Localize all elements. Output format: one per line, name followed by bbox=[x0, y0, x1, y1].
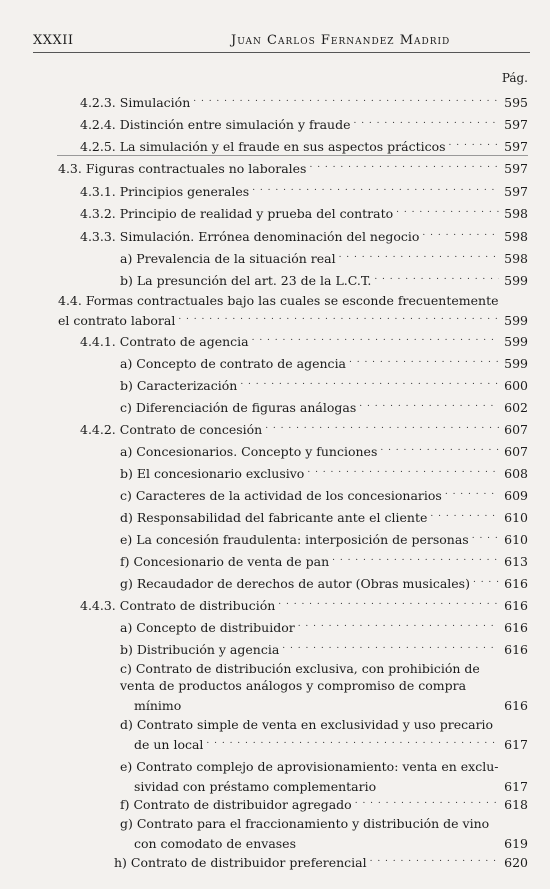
toc-entry: c) Diferenciación de figuras análogas . . . 602 bbox=[120, 396, 528, 416]
toc-entry: b) El concesionario exclusivo . . . 608 bbox=[120, 462, 528, 482]
toc-entry: e) La concesión fraudulenta: interposición de personas . . . 610 bbox=[120, 528, 528, 548]
toc-entry: a) Concepto de contrato de agencia . . . 599 bbox=[120, 352, 528, 372]
toc-entry: f) Concesionario de venta de pan . . . 613 bbox=[120, 550, 528, 570]
divider bbox=[57, 155, 528, 156]
toc-entry: 4.3.1. Principios generales . . . 597 bbox=[80, 180, 528, 200]
toc-entry: 4.3.3. Simulación. Errónea denominación del negocio . . . 598 bbox=[80, 225, 528, 245]
toc-entry: a) Concepto de distribuidor . . . 616 bbox=[120, 616, 528, 636]
toc-entry: a) Prevalencia de la situación real . . . 598 bbox=[120, 247, 528, 267]
toc-entry: d) Contrato simple de venta en exclusividad y uso precario de un local . . . 617 bbox=[120, 716, 528, 753]
toc-entry: 4.2.3. Simulación . . . 595 bbox=[80, 91, 528, 111]
toc-entry: 4.2.4. Distinción entre simulación y fraude . . . 597 bbox=[80, 113, 528, 133]
toc-entry: c) Contrato de distribución exclusiva, con prohibición de venta de productos análogos y compromiso de compra mínimo 616 bbox=[120, 661, 528, 713]
toc-entry: b) La presunción del art. 23 de la L.C.T. . . . 599 bbox=[120, 269, 528, 289]
toc-entry: 4.4. Formas contractuales bajo las cuales se esconde frecuentemente el contrato laboral . . . 599 bbox=[58, 292, 528, 329]
toc-entry: b) Caracterización . . . 600 bbox=[120, 374, 528, 394]
page-number: XXXII bbox=[33, 33, 74, 48]
toc-entry: c) Caracteres de la actividad de los concesionarios . . . 609 bbox=[120, 484, 528, 504]
toc-entry: f) Contrato de distribuidor agregado . . . 618 bbox=[120, 793, 528, 813]
page-column-label: Pág. bbox=[501, 71, 528, 85]
toc-entry: h) Contrato de distribuidor preferencial . . . 620 bbox=[114, 851, 528, 871]
toc-entry: 4.2.5. La simulación y el fraude en sus aspectos prácticos . . . 597 bbox=[80, 135, 528, 155]
toc-entry: a) Concesionarios. Concepto y funciones . . . 607 bbox=[120, 440, 528, 460]
toc-entry: g) Recaudador de derechos de autor (Obras musicales) . . . 616 bbox=[120, 572, 528, 592]
author-name: Juan Carlos Fernandez Madrid bbox=[231, 33, 451, 48]
toc-entry: 4.4.1. Contrato de agencia . . . 599 bbox=[80, 330, 528, 350]
running-header bbox=[33, 30, 530, 53]
toc-entry: d) Responsabilidad del fabricante ante el cliente . . . 610 bbox=[120, 506, 528, 526]
toc-entry: 4.4.3. Contrato de distribución . . . 616 bbox=[80, 594, 528, 614]
toc-entry: 4.3.2. Principio de realidad y prueba del contrato . . . 598 bbox=[80, 202, 528, 222]
toc-entry: 4.4.2. Contrato de concesión . . . 607 bbox=[80, 418, 528, 438]
toc-entry: 4.3. Figuras contractuales no laborales . . . 597 bbox=[58, 157, 528, 177]
toc-entry: e) Contrato complejo de aprovisionamiento: venta en exclu- sividad con préstamo complementario 617 bbox=[120, 759, 528, 794]
toc-entry: g) Contrato para el fraccionamiento y distribución de vino con comodato de envases 619 bbox=[120, 816, 528, 851]
toc-entry: b) Distribución y agencia . . . 616 bbox=[120, 638, 528, 658]
